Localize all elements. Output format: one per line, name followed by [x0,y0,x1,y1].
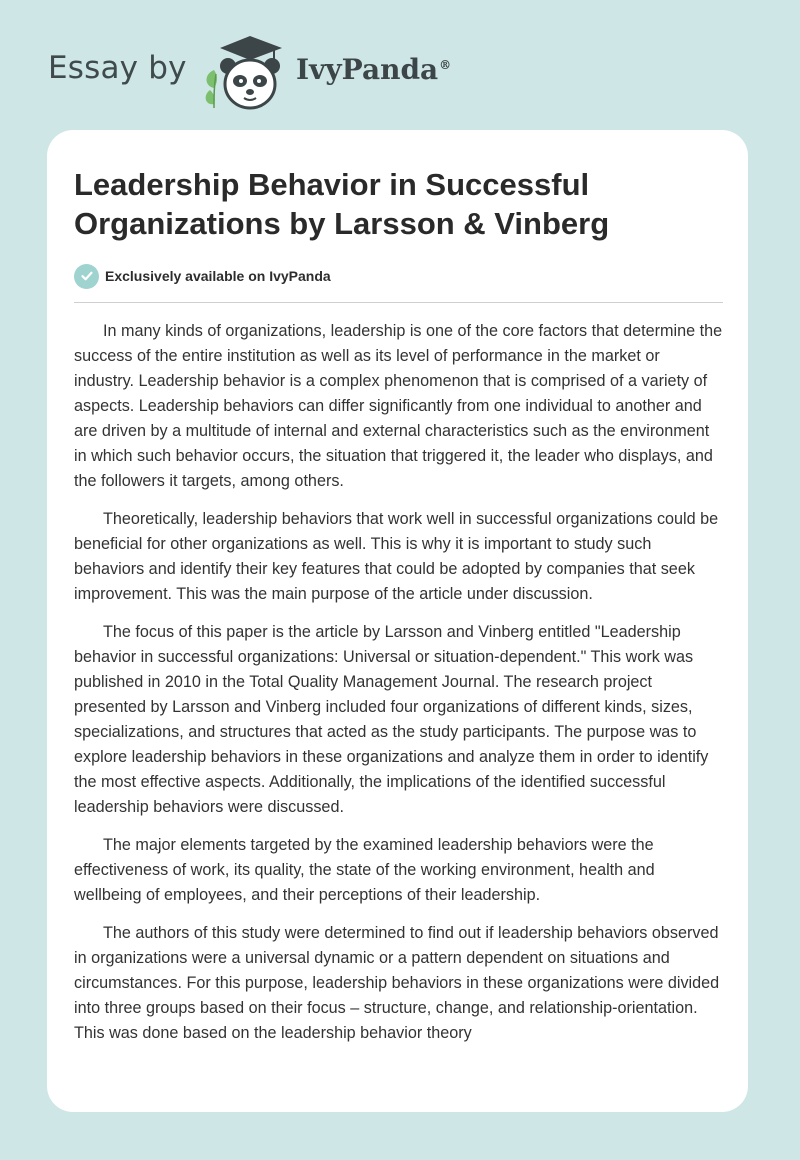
paragraph: In many kinds of organizations, leadership is one of the core factors that determine the success of the entire institution as well as its level of performance in the market or industry. Leadership behavior is a complex phenomenon that is comprised of a variety of aspects. Leadership behaviors can differ significantly from one individual to another and are driven by a multitude of internal and external characteristics such as the environment in which such behavior occurs, the situation that triggered it, the leader who displays, and the followers it targets, among others. [74,322,723,490]
paragraph: The major elements targeted by the examined leadership behaviors were the effectiveness of work, its quality, the state of the working environment, health and wellbeing of employees, and their perceptions of their leadership. [74,836,655,904]
exclusive-badge [74,263,331,289]
brand-text: IvyPanda [296,53,439,86]
essay-by-label: Essay by [48,50,187,86]
article-body [74,319,723,1059]
paragraph: The focus of this paper is the article by Larsson and Vinberg entitled "Leadership behavior in successful organizations: Universal or situation-dependent." This work was published in 2010 in the Total Quality Management Journal. The research project presented by Larsson and Vinberg included four organizations of different kinds, sizes, specializations, and structures that acted as the study participants. The purpose was to explore leadership behaviors in these organizations and analyze them in order to identify the most effective aspects. Additionally, the implications of the identified successful leadership behaviors were discussed. [74,623,709,816]
check-circle-icon [74,264,99,289]
site-header [0,0,800,130]
paragraph: The authors of this study were determined to find out if leadership behaviors observed in organizations were a universal dynamic or a pattern dependent on situations and circumstances. For this purpose, leadership behaviors in these organizations were divided into three groups based on their focus – structure, change, and relationship-orientation. This was done based on the leadership behavior theory [74,924,720,1042]
ivypanda-logo-icon[interactable] [200,34,292,114]
registered-mark: ® [439,57,452,72]
paragraph: Theoretically, leadership behaviors that work well in successful organizations could be beneficial for other organizations as well. This is why it is important to study such behaviors and identify their key features that could be adopted by companies that seek improvement. This was the main purpose of the article under discussion. [74,510,719,603]
divider [74,302,723,303]
article-title: Leadership Behavior in Successful Organizations by Larsson & Vinberg [74,167,610,241]
exclusive-badge-text: Exclusively available on IvyPanda [105,268,331,284]
article-card [47,130,748,1112]
brand-name[interactable] [296,53,451,86]
